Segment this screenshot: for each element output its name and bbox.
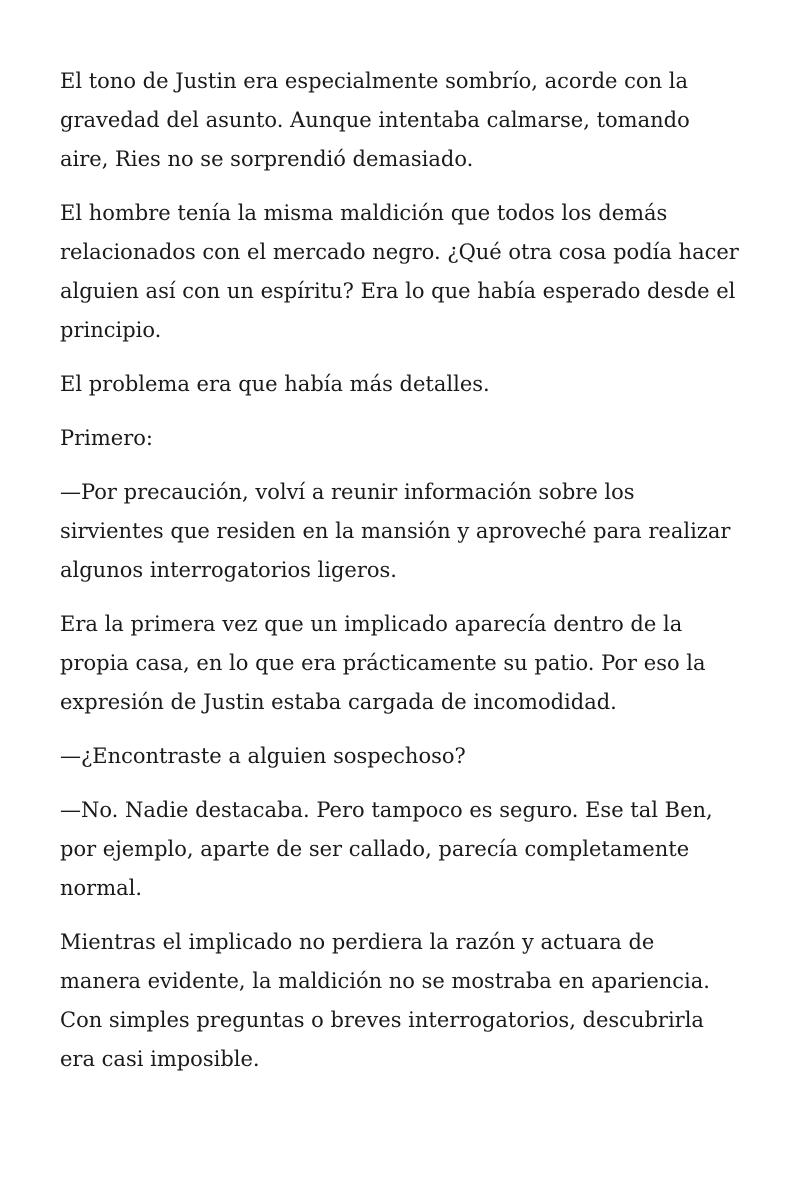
paragraph-7: —¿Encontraste a alguien sospechoso? [60, 744, 466, 768]
paragraph-5: —Por precaución, volví a reunir información sobre los sirvientes que residen en la mansión y aproveché para realizar algunos interrogatorios ligeros. [60, 480, 731, 582]
paragraph-2: El hombre tenía la misma maldición que todos los demás relacionados con el mercado negro. ¿Qué otra cosa podía hacer alguien así con un espíritu? Era lo que había esperado desde el principio. [60, 201, 739, 342]
paragraph-8: —No. Nadie destacaba. Pero tampoco es seguro. Ese tal Ben, por ejemplo, aparte de ser callado, parecía completamente normal. [60, 798, 713, 900]
paragraph-4: Primero: [60, 426, 153, 450]
paragraph-9: Mientras el implicado no perdiera la razón y actuara de manera evidente, la maldición no se mostraba en apariencia. Con simples preguntas o breves interrogatorios, descubrirla era casi imposible. [60, 930, 710, 1071]
paragraph-3: El problema era que había más detalles. [60, 372, 490, 396]
paragraph-6: Era la primera vez que un implicado aparecía dentro de la propia casa, en lo que era prácticamente su patio. Por eso la expresión de Justin estaba cargada de incomodidad. [60, 612, 706, 714]
paragraph-1: El tono de Justin era especialmente sombrío, acorde con la gravedad del asunto. Aunque intentaba calmarse, tomando aire, Ries no se sorprendió demasiado. [60, 69, 690, 171]
